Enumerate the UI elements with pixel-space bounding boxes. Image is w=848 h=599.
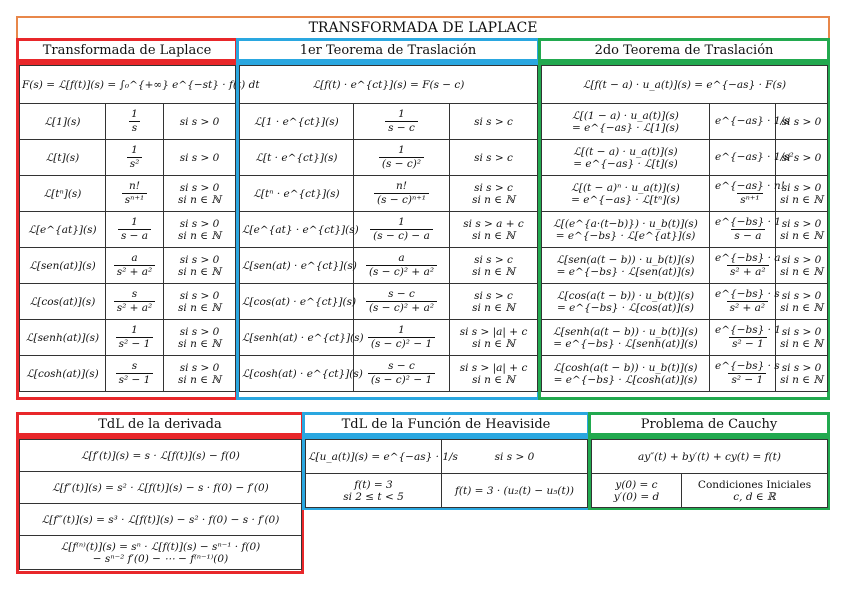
laplace-numerator: n!	[129, 180, 140, 192]
shift1-result	[354, 320, 450, 356]
shift1-result	[354, 140, 450, 176]
laplace-condition	[164, 104, 236, 140]
shift1-condition	[450, 284, 538, 320]
shift2-denominator: s − a	[731, 229, 764, 243]
shift1-condition-1: si s > c	[474, 253, 513, 266]
shift1-denominator: (s − c)² + a²	[366, 265, 437, 279]
shift1-function: ℒ[sen(at) · e^{ct}](s)	[240, 248, 354, 284]
shift2-condition	[776, 140, 828, 176]
laplace-result	[106, 212, 164, 248]
heaviside-header	[302, 412, 590, 436]
shift2-condition-2: si n ∈ ℕ	[780, 373, 823, 386]
shift2-function	[542, 140, 710, 176]
shift2-numerator: e^{−bs} · s	[715, 360, 780, 372]
laplace-condition	[164, 212, 236, 248]
shift2-result	[710, 356, 780, 392]
shift2-function-line1: ℒ[(1 − a) · u_a(t)](s)	[572, 109, 679, 122]
laplace-condition-1: si s > 0	[179, 289, 220, 302]
laplace-function: ℒ[cos(at)](s)	[20, 284, 106, 320]
shift1-numerator: 1	[398, 108, 405, 120]
laplace-condition	[164, 284, 236, 320]
shift2-result	[710, 212, 781, 248]
cauchy-header	[588, 412, 830, 436]
laplace-table	[19, 65, 260, 392]
shift1-row	[240, 356, 538, 392]
shift1-condition	[450, 248, 538, 284]
laplace-condition	[164, 140, 236, 176]
laplace-numerator: 1	[131, 144, 138, 156]
shift2-numerator: e^{−as} · 1/s²	[715, 151, 794, 163]
shift2-row	[542, 320, 828, 356]
shift1-numerator: s − c	[388, 360, 415, 372]
shift1-condition	[450, 212, 538, 248]
shift1-row	[240, 320, 538, 356]
laplace-condition-1: si s > 0	[179, 115, 220, 128]
laplace-condition-2: si n ∈ ℕ	[178, 373, 221, 386]
derivative-row	[20, 472, 302, 504]
shift2-numerator: e^{−bs} · a	[715, 252, 781, 264]
shift1-numerator: 1	[398, 144, 405, 156]
shift1-denominator: (s − c)² − 1	[368, 373, 435, 387]
shift2-function-line2: = e^{−bs} · ℒ[e^{at}](s)	[555, 229, 696, 242]
shift2-row	[542, 140, 828, 176]
shift2-function-line2: = e^{−bs} · ℒ[sen(at)](s)	[556, 265, 695, 278]
derivative-formula	[20, 440, 302, 472]
derivative-row	[20, 536, 302, 570]
laplace-fraction	[128, 108, 141, 135]
shift2-numerator: e^{−bs} · 1	[715, 216, 781, 228]
shift2-function-line2: = e^{−as} · ℒ[tⁿ](s)	[571, 193, 680, 206]
shift1-condition-2: si n ∈ ℕ	[472, 193, 515, 206]
shift2-condition-1: si s > 0	[781, 253, 822, 266]
shift1-numerator: 1	[398, 216, 405, 228]
shift2-function-line1: ℒ[senh(a(t − b)) · u_b(t)](s)	[553, 325, 698, 338]
cauchy-init-2: y′(0) = d	[613, 490, 660, 503]
derivative-row	[20, 440, 302, 472]
shift2-condition-1: si s > 0	[781, 289, 822, 302]
laplace-denominator: s² + a²	[114, 265, 156, 279]
laplace-row	[20, 284, 236, 320]
shift2-condition-2: si n ∈ ℕ	[780, 265, 823, 278]
shift2-function-line2: = e^{−bs} · ℒ[cos(at)](s)	[556, 301, 695, 314]
shift2-function-line1: ℒ[sen(a(t − b)) · u_b(t)](s)	[556, 253, 695, 266]
heaviside-table	[305, 439, 588, 508]
shift2-condition	[776, 284, 828, 320]
laplace-function: ℒ[senh(at)](s)	[20, 320, 106, 356]
laplace-header	[16, 38, 238, 62]
shift2-result	[710, 140, 794, 176]
shift1-function: ℒ[cos(at) · e^{ct}](s)	[240, 284, 354, 320]
cauchy-conditions-vars: c, d ∈ ℝ	[733, 490, 776, 503]
shift1-condition-1: si s > c	[474, 115, 513, 128]
shift1-fraction	[370, 216, 433, 243]
laplace-condition-1: si s > 0	[179, 181, 220, 194]
laplace-result	[106, 320, 164, 356]
laplace-numerator: s	[131, 288, 138, 300]
shift1-function: ℒ[1 · e^{ct}](s)	[240, 104, 354, 140]
shift1-denominator: s − c	[385, 121, 418, 135]
laplace-condition-1: si s > 0	[179, 361, 220, 374]
laplace-row	[20, 356, 236, 392]
shift1-row	[240, 248, 538, 284]
shift1-condition-1: si s > |a| + c	[459, 325, 528, 338]
title-bar	[16, 16, 830, 40]
shift2-row	[542, 284, 828, 320]
shift2-definition: ℒ[f(t − a) · u_a(t)](s) = e^{−as} · F(s)	[542, 66, 828, 104]
shift2-condition-2: si n ∈ ℕ	[780, 337, 823, 350]
laplace-denominator: s² − 1	[116, 337, 154, 351]
shift1-condition-1: si s > a + c	[463, 217, 524, 230]
shift2-fraction	[712, 288, 783, 315]
heaviside-example-line1: f(t) = 3	[354, 478, 393, 491]
shift1-result	[354, 176, 450, 212]
laplace-result	[106, 284, 164, 320]
shift2-condition-2: si n ∈ ℕ	[780, 193, 823, 206]
laplace-row	[20, 212, 236, 248]
shift1-result	[354, 356, 450, 392]
shift1-condition-2: si n ∈ ℕ	[472, 301, 515, 314]
shift1-condition	[450, 176, 538, 212]
shift2-function-line1: ℒ[(t − a)ⁿ · u_a(t)](s)	[571, 181, 680, 194]
shift2-row	[542, 248, 828, 284]
shift1-condition-2: si n ∈ ℕ	[472, 337, 515, 350]
shift2-fraction	[712, 115, 792, 128]
shift1-definition: ℒ[f(t) · e^{ct}](s) = F(s − c)	[240, 66, 538, 104]
shift2-numerator: e^{−as} · n!	[715, 180, 785, 192]
shift1-denominator: (s − c)² − 1	[368, 337, 435, 351]
shift1-condition	[450, 356, 538, 392]
derivative-formula-line2: − sⁿ⁻² f′(0) − ⋯ − f⁽ⁿ⁻¹⁾(0)	[92, 552, 229, 565]
laplace-denominator: s² − 1	[116, 373, 154, 387]
shift2-function	[542, 284, 710, 320]
shift1-row	[240, 284, 538, 320]
laplace-fraction	[114, 252, 156, 279]
shift1-fraction	[366, 252, 437, 279]
shift1-row	[240, 104, 538, 140]
shift1-condition	[450, 320, 538, 356]
shift1-condition-2: si n ∈ ℕ	[472, 229, 515, 242]
shift2-denominator: s² − 1	[728, 373, 766, 387]
laplace-condition	[164, 176, 236, 212]
heaviside-example-line2: si 2 ≤ t < 5	[343, 490, 404, 503]
laplace-denominator: s	[129, 121, 140, 135]
shift1-numerator: n!	[396, 180, 407, 192]
shift2-function-line1: ℒ[(e^{a·(t−b)}) · u_b(t)](s)	[553, 217, 698, 230]
laplace-numerator: 1	[131, 108, 138, 120]
shift1-result	[354, 212, 450, 248]
shift2-condition-1: si s > 0	[781, 217, 822, 230]
derivative-formula	[20, 504, 302, 536]
heaviside-example-step: f(t) = 3 · (u₂(t) − u₅(t))	[442, 474, 588, 508]
heaviside-header-label: TdL de la Función de Heaviside	[341, 417, 551, 432]
cauchy-init-1: y(0) = c	[615, 478, 658, 491]
cauchy-conditions-title: Condiciones Iniciales	[697, 478, 812, 491]
shift1-table	[239, 65, 538, 392]
shift2-fraction	[712, 216, 784, 243]
shift2-result	[710, 176, 785, 212]
laplace-condition-2: si n ∈ ℕ	[178, 193, 221, 206]
laplace-condition-2: si n ∈ ℕ	[178, 337, 221, 350]
shift2-condition-1: si s > 0	[781, 151, 822, 164]
laplace-row	[20, 248, 236, 284]
shift2-numerator: e^{−bs} · 1	[715, 324, 781, 336]
laplace-result	[106, 104, 164, 140]
laplace-fraction	[116, 360, 154, 387]
shift2-table	[541, 65, 828, 392]
laplace-fraction	[118, 216, 151, 243]
shift1-result	[354, 248, 450, 284]
laplace-fraction	[122, 180, 147, 207]
shift1-row	[240, 212, 538, 248]
shift2-fraction	[712, 324, 784, 351]
shift1-numerator: 1	[398, 324, 405, 336]
shift1-condition-1: si s > c	[474, 289, 513, 302]
laplace-condition-1: si s > 0	[179, 325, 220, 338]
laplace-row	[20, 320, 236, 356]
shift1-condition-2: si n ∈ ℕ	[472, 265, 515, 278]
shift1-condition-1: si s > c	[474, 181, 513, 194]
laplace-result	[106, 140, 164, 176]
shift1-condition	[450, 104, 538, 140]
shift1-fraction	[374, 180, 429, 207]
derivative-header	[16, 412, 304, 436]
cauchy-equation: ay″(t) + by′(t) + cy(t) = f(t)	[592, 440, 828, 474]
shift2-fraction	[712, 360, 783, 387]
laplace-denominator: s²	[127, 157, 143, 171]
page-title: TRANSFORMADA DE LAPLACE	[308, 20, 538, 36]
laplace-function: ℒ[1](s)	[20, 104, 106, 140]
heaviside-transform: ℒ[u_a(t)](s) = e^{−as} · 1/s	[306, 440, 442, 474]
shift2-function	[542, 320, 710, 356]
heaviside-example-piecewise	[306, 474, 442, 508]
laplace-condition-2: si n ∈ ℕ	[178, 301, 221, 314]
laplace-function: ℒ[t](s)	[20, 140, 106, 176]
laplace-numerator: a	[131, 252, 138, 264]
derivative-formula-line1: ℒ[f‴(t)](s) = s³ · ℒ[f(t)](s) − s² · f(0) − s · f′(0)	[41, 513, 280, 526]
shift1-condition-1: si s > c	[474, 151, 513, 164]
laplace-row	[20, 176, 236, 212]
shift1-result	[354, 104, 450, 140]
shift2-row	[542, 356, 828, 392]
shift2-condition-2: si n ∈ ℕ	[780, 301, 823, 314]
shift2-function-line1: ℒ[cos(a(t − b)) · u_b(t)](s)	[556, 289, 695, 302]
shift2-function-line2: = e^{−as} · ℒ[1](s)	[572, 121, 679, 134]
laplace-denominator: s² + a²	[114, 301, 156, 315]
shift2-denominator: s² − 1	[729, 337, 767, 351]
shift2-denominator: s² + a²	[727, 265, 769, 279]
shift1-function: ℒ[e^{at} · e^{ct}](s)	[240, 212, 354, 248]
laplace-result	[106, 248, 164, 284]
shift2-condition-1: si s > 0	[781, 181, 822, 194]
shift2-function-line2: = e^{−as} · ℒ[t](s)	[573, 157, 678, 170]
shift1-result	[354, 284, 450, 320]
cauchy-initial-values	[592, 474, 682, 508]
shift1-fraction	[379, 144, 424, 171]
shift2-result	[710, 284, 780, 320]
shift1-header	[236, 38, 540, 62]
laplace-fraction	[114, 288, 156, 315]
laplace-function: ℒ[e^{at}](s)	[20, 212, 106, 248]
shift1-denominator: (s − c)² + a²	[366, 301, 437, 315]
shift1-condition-2: si n ∈ ℕ	[472, 373, 515, 386]
shift1-fraction	[368, 360, 435, 387]
shift1-denominator: (s − c)ⁿ⁺¹	[374, 193, 429, 207]
shift2-row	[542, 176, 828, 212]
shift2-condition	[776, 104, 828, 140]
laplace-definition: F(s) = ℒ[f(t)](s) = ∫₀^{+∞} e^{−st} · f(t) dt	[20, 66, 236, 104]
shift1-condition	[450, 140, 538, 176]
derivative-formula	[20, 536, 302, 570]
laplace-numerator: 1	[131, 324, 138, 336]
shift2-numerator: e^{−bs} · s	[715, 288, 780, 300]
shift1-denominator: (s − c)²	[379, 157, 424, 171]
derivative-formula-line1: ℒ[f⁽ⁿ⁾(t)](s) = sⁿ · ℒ[f(t)](s) − sⁿ⁻¹ · f(0)	[60, 540, 261, 553]
derivative-header-label: TdL de la derivada	[98, 417, 222, 432]
laplace-condition-1: si s > 0	[179, 253, 220, 266]
shift2-fraction	[712, 180, 788, 207]
shift2-condition	[776, 356, 828, 392]
shift1-numerator: a	[398, 252, 405, 264]
derivative-row	[20, 504, 302, 536]
cauchy-table	[591, 439, 828, 508]
shift2-condition-1: si s > 0	[781, 325, 822, 338]
laplace-result	[106, 176, 164, 212]
shift2-function	[542, 212, 710, 248]
laplace-header-label: Transformada de Laplace	[42, 43, 212, 58]
shift2-function	[542, 104, 710, 140]
shift1-function: ℒ[cosh(at) · e^{ct}](s)	[240, 356, 354, 392]
laplace-row	[20, 104, 236, 140]
laplace-denominator: sⁿ⁺¹	[122, 193, 147, 207]
derivative-formula-line1: ℒ[f″(t)](s) = s² · ℒ[f(t)](s) − s · f(0) − f′(0)	[52, 481, 269, 494]
shift2-function-line1: ℒ[(t − a) · u_a(t)](s)	[573, 145, 678, 158]
derivative-table	[19, 439, 302, 570]
laplace-function: ℒ[sen(at)](s)	[20, 248, 106, 284]
laplace-condition-2: si n ∈ ℕ	[178, 265, 221, 278]
shift2-result	[710, 104, 790, 140]
shift1-fraction	[368, 324, 435, 351]
laplace-result	[106, 356, 164, 392]
shift1-row	[240, 176, 538, 212]
shift2-denominator: sⁿ⁺¹	[737, 193, 762, 207]
shift2-function	[542, 356, 710, 392]
shift2-numerator: e^{−as} · 1/s	[715, 115, 790, 127]
laplace-function: ℒ[tⁿ](s)	[20, 176, 106, 212]
shift1-row	[240, 140, 538, 176]
laplace-numerator: 1	[131, 216, 138, 228]
shift1-denominator: (s − c) − a	[370, 229, 433, 243]
shift2-function	[542, 248, 710, 284]
shift1-condition-1: si s > |a| + c	[459, 361, 528, 374]
cauchy-header-label: Problema de Cauchy	[640, 417, 778, 432]
shift2-condition-1: si s > 0	[781, 115, 822, 128]
shift1-function: ℒ[tⁿ · e^{ct}](s)	[240, 176, 354, 212]
shift2-denominator: s² + a²	[727, 301, 769, 315]
shift2-function-line2: = e^{−bs} · ℒ[senh(at)](s)	[553, 337, 698, 350]
laplace-fraction	[116, 324, 154, 351]
laplace-condition	[164, 320, 236, 356]
laplace-condition-2: si n ∈ ℕ	[178, 229, 221, 242]
laplace-function: ℒ[cosh(at)](s)	[20, 356, 106, 392]
shift2-result	[710, 248, 781, 284]
laplace-condition	[164, 248, 236, 284]
shift2-header-label: 2do Teorema de Traslación	[594, 43, 774, 58]
shift2-header	[538, 38, 830, 62]
laplace-condition-1: si s > 0	[179, 217, 220, 230]
shift1-function: ℒ[senh(at) · e^{ct}](s)	[240, 320, 354, 356]
laplace-numerator: s	[131, 360, 138, 372]
shift2-function-line2: = e^{−bs} · ℒ[cosh(at)](s)	[553, 373, 698, 386]
shift1-function: ℒ[t · e^{ct}](s)	[240, 140, 354, 176]
shift1-fraction	[366, 288, 437, 315]
shift2-condition-2: si n ∈ ℕ	[780, 229, 823, 242]
shift2-row	[542, 104, 828, 140]
laplace-fraction	[127, 144, 143, 171]
laplace-condition	[164, 356, 236, 392]
shift1-header-label: 1er Teorema de Traslación	[299, 43, 477, 58]
derivative-formula-line1: ℒ[f′(t)](s) = s · ℒ[f(t)](s) − f(0)	[81, 449, 240, 462]
shift2-fraction	[712, 252, 784, 279]
laplace-condition-1: si s > 0	[179, 151, 220, 164]
shift2-result	[710, 320, 781, 356]
shift2-function-line1: ℒ[cosh(a(t − b)) · u_b(t)](s)	[553, 361, 698, 374]
shift2-row	[542, 212, 828, 248]
shift1-numerator: s − c	[388, 288, 415, 300]
laplace-denominator: s − a	[118, 229, 151, 243]
shift1-fraction	[385, 108, 418, 135]
shift2-function	[542, 176, 710, 212]
cauchy-conditions	[682, 474, 828, 508]
derivative-formula	[20, 472, 302, 504]
laplace-row	[20, 140, 236, 176]
shift2-condition-1: si s > 0	[781, 361, 822, 374]
heaviside-condition: si s > 0	[442, 440, 588, 474]
